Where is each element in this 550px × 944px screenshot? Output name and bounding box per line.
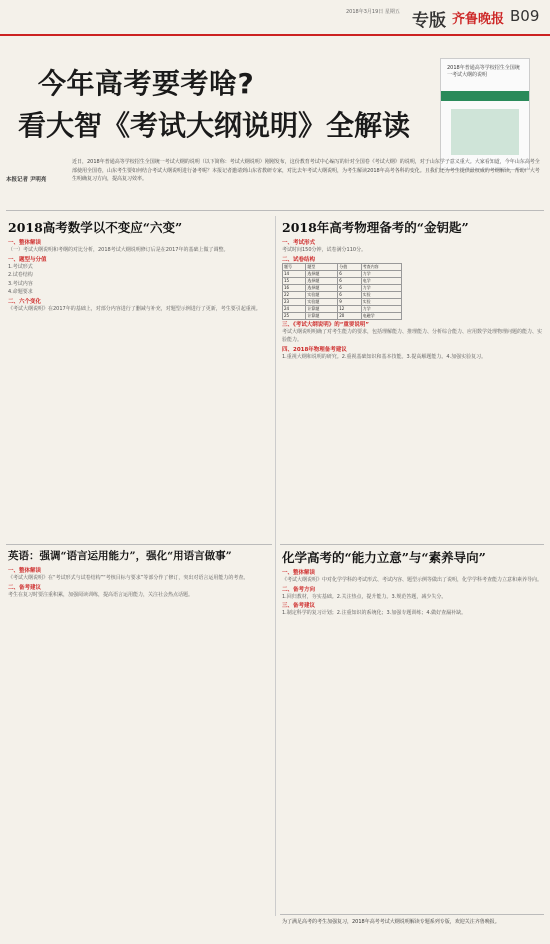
physics-title: 2018年高考物理备考的“金钥匙” — [282, 220, 469, 235]
english-p1-heading: 一、整体解读 — [8, 568, 42, 574]
table-cell: 选择题 — [306, 270, 338, 277]
table-cell: 计算题 — [306, 312, 338, 319]
table-cell: 14 — [283, 270, 306, 277]
date-line: 2018年3月19日 星期五 — [346, 9, 400, 15]
english-p1: 《考试大纲说明》在“考试形式与试卷结构”“考核目标与要求”等部分作了修订，突出对语言运用能力的考查。 — [8, 575, 249, 581]
english-p2: 考生在复习时要注重积累，加强阅读训练，提高语言运用能力，关注社会热点话题。 — [8, 591, 194, 598]
table-row — [283, 270, 402, 277]
table-cell: 6 — [338, 277, 361, 284]
table-cell: 力学 — [361, 305, 401, 312]
brand-logo: 齐鲁晚报 — [452, 12, 505, 27]
math-item-1: 1.考试形式 — [8, 263, 33, 270]
chemistry-p1: 《考试大纲说明》中对化学学科的考试形式、考试内容、题型示例等做出了说明，化学学科考查能力立意和素养导向。 — [282, 577, 543, 583]
table-cell: 力学 — [361, 270, 401, 277]
book-stripe — [441, 91, 529, 101]
page-number: B09 — [510, 7, 540, 25]
table-cell: 24 — [283, 305, 306, 312]
math-body — [8, 238, 270, 538]
math-list-heading: 一、题型与分值 — [8, 256, 47, 263]
chemistry-body — [282, 568, 544, 908]
chemistry-p3-heading: 三、备考建议 — [282, 603, 316, 610]
table-cell: 23 — [283, 298, 306, 305]
physics-p2-heading: 二、试卷结构 — [282, 256, 316, 263]
english-title: 英语：强调“语言运用能力”，强化“用语言做事” — [8, 550, 232, 562]
english-divider — [6, 544, 272, 545]
chemistry-p1-heading: 一、整体解读 — [282, 570, 316, 576]
math-item-3: 3.考试内容 — [8, 280, 33, 287]
math-item-4: 4.命题要求 — [8, 289, 33, 296]
math-p2: 《考试大纲说明》在2017年的基础上，对部分内容进行了删减与补充，对题型示例进行了更新，考生要引起重视。 — [8, 305, 261, 312]
chemistry-divider — [280, 544, 544, 545]
physics-p4-heading: 四、2018年物理备考建议 — [282, 346, 347, 353]
math-p2-heading: 二、六个变化 — [8, 298, 42, 305]
book-image — [451, 109, 519, 155]
math-item-2: 2.试卷结构 — [8, 272, 33, 279]
math-p1-heading: 一、整体解读 — [8, 240, 42, 246]
table-cell: 计算题 — [306, 305, 338, 312]
footer-note: 为了满足高考的考生加强复习，2018年高考考试大纲说明解读专题系列专版，欢迎关注齐鲁晚报。 — [282, 919, 500, 925]
table-cell: 实验题 — [306, 298, 338, 305]
table-cell: 电学 — [361, 277, 401, 284]
table-row — [283, 291, 402, 298]
byline: 本报记者 尹明亮 — [6, 177, 47, 183]
table-row — [283, 312, 402, 319]
table-cell: 实验 — [361, 298, 401, 305]
table-row — [283, 277, 402, 284]
table-row — [283, 284, 402, 291]
english-body — [8, 566, 270, 916]
lead-divider — [6, 210, 544, 211]
book-title: 2018年普通高等学校招生全国统一考试大纲的说明 — [447, 65, 520, 78]
table-row — [283, 298, 402, 305]
chemistry-p2: 1.回归教材，夯实基础。2.关注热点，提升能力。3.规范答题，减少失分。 — [282, 593, 447, 600]
headline-line1: 今年高考要考啥? — [38, 67, 255, 100]
table-cell: 6 — [338, 270, 361, 277]
lead-paragraph: 近日，2018年普通高等学校招生全国统一考试大纲的说明（以下简称：考试大纲说明）刚刚发布，这份教育考试中心编写的针对全国卷《考试大纲》的说明，对于山东学子意义重大。大家看知道，今年山东高考全部使用全国卷，山东考生要如何结合考试大纲说明进行备考呢？本报记者邀请到山东省教研专家，对比去年考试大纲说明，为考生解读2018年高考各科的变化。且我们还为考生提供最权威的考纲解读，帮助广大考生明确复习方向，提高复习效率。 — [72, 159, 540, 183]
table-cell: 6 — [338, 291, 361, 298]
book-cover — [440, 58, 530, 170]
physics-p1: 考试时间150分钟，试卷满分110分。 — [282, 247, 367, 253]
center-divider — [275, 216, 276, 916]
table-cell: 实验 — [361, 291, 401, 298]
table-cell: 20 — [338, 312, 361, 319]
table-cell: 选择题 — [306, 284, 338, 291]
table-cell: 22 — [283, 291, 306, 298]
table-cell: 力学 — [361, 284, 401, 291]
physics-p4: 1.重视大纲和说明的研究。2.重视基础知识和基本技能。3.提高解题能力。4.加强实验复习。 — [282, 353, 487, 360]
physics-table — [282, 263, 402, 320]
table-cell: 9 — [338, 298, 361, 305]
table-row — [283, 305, 402, 312]
table-header: 考查内容 — [361, 263, 401, 270]
table-header: 题型 — [306, 263, 338, 270]
table-cell: 实验题 — [306, 291, 338, 298]
table-cell: 6 — [338, 284, 361, 291]
chemistry-p2-heading: 二、备考方向 — [282, 586, 316, 593]
physics-p1-heading: 一、考试形式 — [282, 240, 316, 246]
table-cell: 电磁学 — [361, 312, 401, 319]
math-p1: （一）考试大纲说明和考纲的对比分析，2018考试大纲说明修订后是在2017年的基础上做了调整。 — [8, 247, 229, 253]
headline-line2: 看大智《考试大纲说明》全解读 — [18, 109, 411, 142]
masthead-rule — [0, 34, 550, 36]
footer-divider — [280, 914, 544, 915]
physics-p3: 考试大纲说明明确了对考生能力的要求，包括理解能力、推理能力、分析综合能力、应用数学处理物理问题的能力、实验能力。 — [282, 328, 543, 344]
table-cell: 12 — [338, 305, 361, 312]
english-p2-heading: 二、备考建议 — [8, 584, 42, 591]
column-label: 专版 — [412, 11, 446, 31]
chemistry-p3: 1.制定科学的复习计划；2.注重知识的系统化；3.加强专题训练；4.做好查漏补缺。 — [282, 610, 467, 617]
math-title: 2018高考数学以不变应“六变” — [8, 220, 183, 235]
table-cell: 16 — [283, 284, 306, 291]
table-header: 分值 — [338, 263, 361, 270]
table-cell: 25 — [283, 312, 306, 319]
table-header-row — [283, 263, 402, 270]
table-header: 题号 — [283, 263, 306, 270]
table-cell: 选择题 — [306, 277, 338, 284]
physics-p3-heading: 三、《考试大纲说明》的“重要说明” — [282, 321, 369, 328]
chemistry-title: 化学高考的“能力立意”与“素养导向” — [282, 550, 486, 565]
physics-body — [282, 238, 544, 538]
table-cell: 15 — [283, 277, 306, 284]
